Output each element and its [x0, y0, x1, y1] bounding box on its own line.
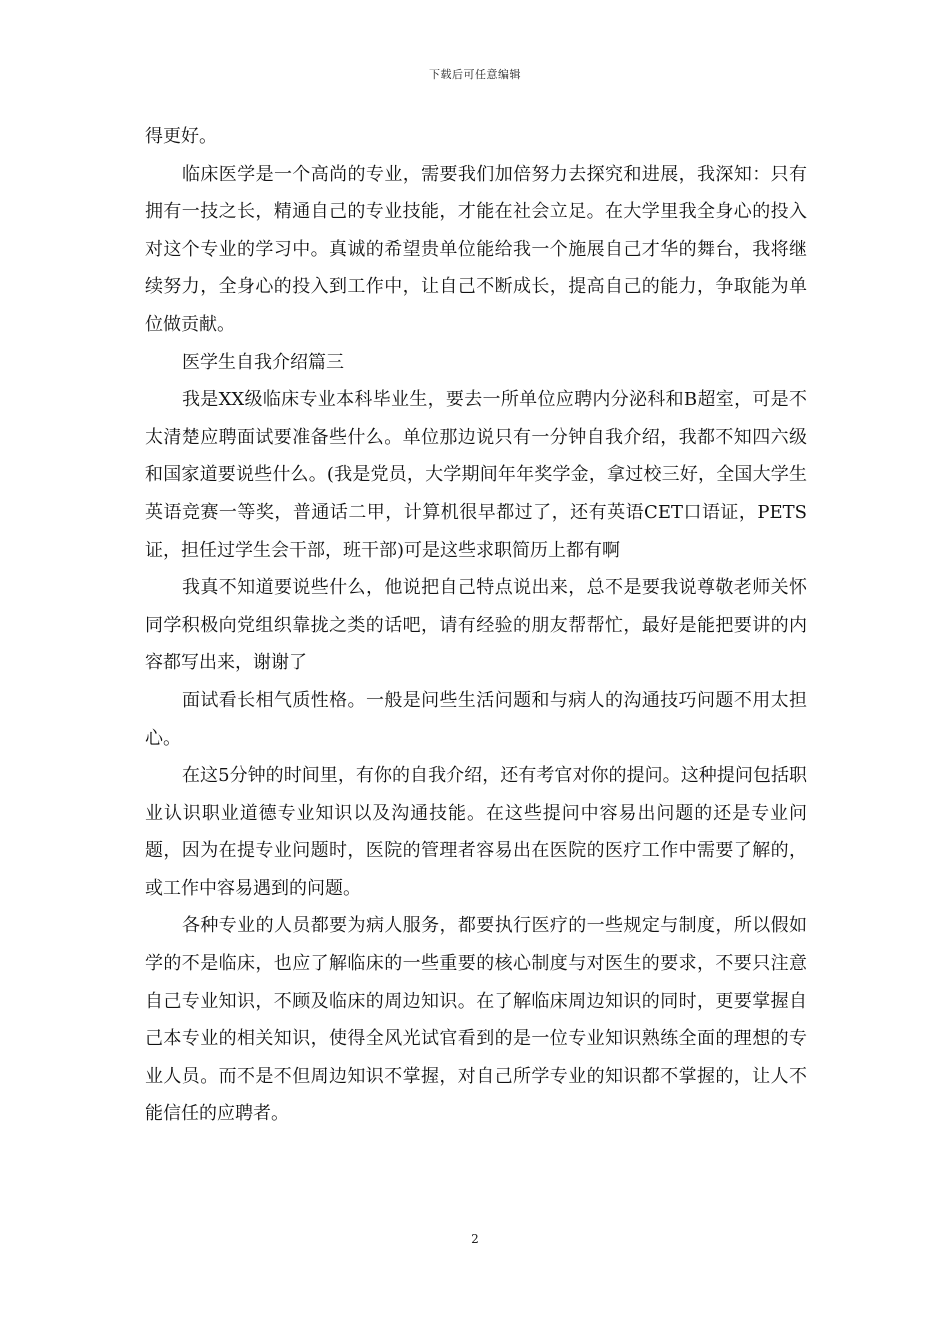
paragraph-4: 我真不知道要说些什么，他说把自己特点说出来，总不是要我说尊敬老师关怀同学积极向党组织靠拢之类的话吧，请有经验的朋友帮帮忙，最好是能把要讲的内容都写出来，谢谢了 [145, 577, 807, 674]
paragraph-5: 面试看长相气质性格。一般是问些生活问题和与病人的沟通技巧问题不用太担心。 [145, 689, 807, 749]
paragraph-7: 各种专业的人员都要为病人服务，都要执行医疗的一些规定与制度，所以假如学的不是临床，也应了解临床的一些重要的核心制度与对医生的要求，不要只注意自己专业知识，不顾及临床的周边知识。在了解临床周边知识的同时，更要掌握自己本专业的相关知识，使得全风光试官看到的是一位专业知识熟练全面的理想的专业人员。而不是不但周边知识不掌握，对自己所学专业的知识都不掌握的，让人不能信任的应聘者。 [145, 915, 807, 1125]
page-number: 2 [471, 1232, 479, 1246]
paragraph-6: 在这5分钟的时间里，有你的自我介绍，还有考官对你的提问。这种提问包括职业认识职业道德专业知识以及沟通技能。在这些提问中容易出问题的还是专业问题，因为在提专业问题时，医院的管理者容易出在医院的医疗工作中需要了解的，或工作中容易遇到的问题。 [145, 765, 807, 899]
paragraph-2: 临床医学是一个高尚的专业，需要我们加倍努力去探究和进展，我深知：只有拥有一技之长，精通自己的专业技能，才能在社会立足。在大学里我全身心的投入对这个专业的学习中。真诚的希望贵单位能给我一个施展自己才华的舞台，我将继续努力，全身心的投入到工作中，让自己不断成长，提高自己的能力，争取能为单位做贡献。 [145, 163, 807, 335]
page-header: 下载后可任意编辑 [429, 68, 521, 81]
document-body [145, 118, 807, 1133]
section-heading: 医学生自我介绍篇三 [182, 351, 344, 373]
paragraph-1: 得更好。 [145, 126, 217, 147]
paragraph-3: 我是XX级临床专业本科毕业生，要去一所单位应聘内分泌科和B超室，可是不太清楚应聘面试要准备些什么。单位那边说只有一分钟自我介绍，我都不知四六级和国家道要说些什么。(我是党员，大学期间年年奖学金，拿过校三好，全国大学生英语竞赛一等奖，普通话二甲，计算机很早都过了，还有英语CET口语证，PETS证，担任过学生会干部，班干部)可是这些求职简历上都有啊 [145, 389, 807, 561]
